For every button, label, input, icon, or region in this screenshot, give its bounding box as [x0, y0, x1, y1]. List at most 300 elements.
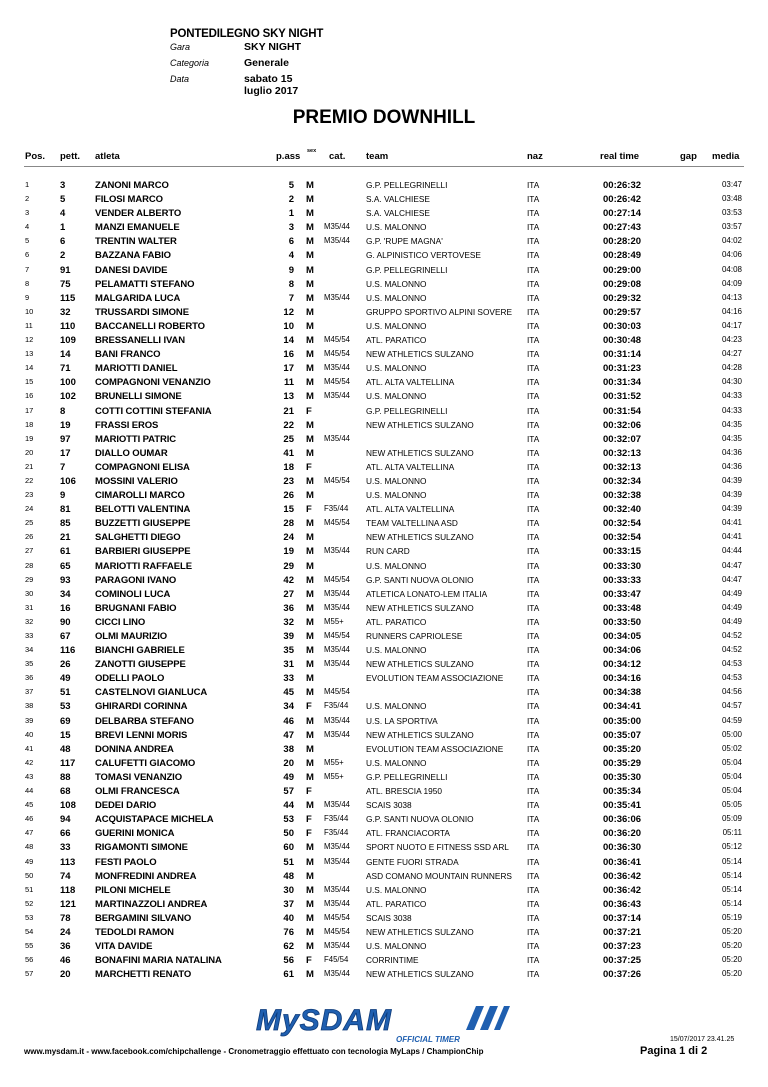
cell-media: 04:49 [721, 588, 742, 598]
cell-pass: 15 [283, 504, 294, 516]
table-row [0, 335, 768, 349]
cell-nation: ITA [527, 391, 540, 402]
cell-team: ATL. PARATICO [366, 898, 427, 909]
cell-pos: 11 [25, 320, 33, 330]
cell-athlete-name: BUZZETTI GIUSEPPE [95, 518, 191, 530]
cell-pett: 48 [60, 743, 71, 755]
col-sex: sex [307, 148, 317, 154]
table-row [0, 955, 768, 969]
cell-pass: 10 [283, 320, 294, 332]
cell-pos: 56 [25, 955, 34, 965]
cell-team: U.S. LA SPORTIVA [366, 715, 438, 726]
cell-media: 05:20 [721, 926, 742, 936]
cell-pos: 6 [25, 250, 30, 260]
cell-real-time: 00:35:07 [603, 729, 642, 741]
cell-sex: M [306, 687, 314, 699]
cell-media: 04:49 [721, 602, 742, 612]
cell-pett: 9 [60, 490, 66, 502]
cell-pos: 18 [25, 419, 34, 429]
cell-real-time: 00:31:23 [603, 363, 642, 375]
cell-athlete-name: MARIOTTI RAFFAELE [95, 560, 192, 572]
cell-pos: 19 [25, 433, 34, 443]
cell-pos: 12 [25, 335, 34, 345]
table-row [0, 293, 768, 307]
cell-sex: M [306, 377, 314, 389]
cell-real-time: 00:27:14 [603, 208, 642, 220]
cell-pass: 1 [288, 208, 294, 220]
cell-real-time: 00:36:43 [603, 898, 642, 910]
table-row [0, 645, 768, 659]
cell-pass: 6 [288, 236, 294, 248]
cell-media: 04:53 [721, 659, 742, 669]
cell-athlete-name: BRUGNANI FABIO [95, 602, 177, 614]
col-pos: Pos. [25, 151, 46, 162]
header-divider [24, 166, 744, 167]
cell-pass: 27 [283, 588, 294, 600]
cell-media: 05:19 [721, 912, 742, 922]
table-row [0, 363, 768, 377]
cell-pett: 34 [60, 588, 71, 600]
meta-row-categoria [170, 58, 323, 72]
cell-pos: 52 [25, 898, 34, 908]
cell-pass: 35 [283, 645, 294, 657]
cell-pass: 33 [283, 673, 294, 685]
col-cat: cat. [329, 151, 346, 162]
cell-pass: 38 [283, 743, 294, 755]
cell-category: M35/44 [324, 645, 351, 655]
table-row [0, 617, 768, 631]
race-name: PONTEDILEGNO SKY NIGHT [170, 28, 324, 40]
cell-athlete-name: FRASSI EROS [95, 419, 159, 431]
cell-nation: ITA [527, 335, 540, 346]
cell-real-time: 00:33:30 [603, 560, 642, 572]
cell-real-time: 00:29:32 [603, 292, 642, 304]
table-row [0, 814, 768, 828]
cell-sex: M [306, 419, 314, 431]
cell-media: 05:04 [721, 757, 742, 767]
cell-team: EVOLUTION TEAM ASSOCIAZIONE [366, 673, 504, 684]
cell-real-time: 00:30:48 [603, 335, 642, 347]
cell-team: S.A. VALCHIESE [366, 194, 430, 205]
cell-team: ATL. ALTA VALTELLINA [366, 377, 455, 388]
cell-nation: ITA [527, 771, 540, 782]
cell-pos: 40 [25, 729, 34, 739]
cell-sex: M [306, 264, 314, 276]
cell-athlete-name: DEDEI DARIO [95, 800, 157, 812]
cell-nation: ITA [527, 546, 540, 557]
cell-team: G.P. SANTI NUOVA OLONIO [366, 814, 474, 825]
cell-media: 04:39 [721, 504, 742, 514]
cell-real-time: 00:30:03 [603, 320, 642, 332]
cell-sex: M [306, 616, 314, 628]
cell-real-time: 00:34:16 [603, 673, 642, 685]
table-row [0, 265, 768, 279]
cell-pass: 25 [283, 433, 294, 445]
cell-nation: ITA [527, 602, 540, 613]
cell-pos: 36 [25, 673, 34, 683]
cell-media: 04:13 [721, 292, 742, 302]
cell-pass: 12 [283, 306, 294, 318]
cell-pos: 28 [25, 560, 34, 570]
cell-pett: 5 [60, 194, 66, 206]
cell-nation: ITA [527, 306, 540, 317]
cell-athlete-name: BRESSANELLI IVAN [95, 335, 186, 347]
cell-real-time: 00:35:00 [603, 715, 642, 727]
cell-category: M45/54 [324, 377, 351, 387]
cell-pos: 23 [25, 490, 34, 500]
cell-nation: ITA [527, 194, 540, 205]
cell-athlete-name: MONFREDINI ANDREA [95, 870, 197, 882]
cell-sex: M [306, 870, 314, 882]
cell-real-time: 00:35:20 [603, 743, 642, 755]
cell-athlete-name: SALGHETTI DIEGO [95, 532, 181, 544]
cell-category: M35/44 [324, 941, 351, 951]
cell-team: U.S. MALONNO [366, 475, 427, 486]
cell-team: U.S. MALONNO [366, 701, 427, 712]
cell-category: M35/44 [324, 292, 351, 302]
table-row [0, 603, 768, 617]
table-row [0, 490, 768, 504]
cell-pass: 21 [283, 405, 294, 417]
cell-nation: ITA [527, 645, 540, 656]
cell-pos: 39 [25, 715, 34, 725]
cell-sex: M [306, 208, 314, 220]
cell-media: 03:57 [721, 222, 742, 232]
cell-nation: ITA [527, 208, 540, 219]
cell-real-time: 00:35:34 [603, 786, 642, 798]
print-timestamp: 15/07/2017 23.41.25 [670, 1036, 735, 1043]
cell-sex: M [306, 941, 314, 953]
cell-sex: F [306, 955, 312, 967]
cell-pass: 32 [283, 616, 294, 628]
cell-pett: 118 [60, 884, 76, 896]
cell-real-time: 00:36:42 [603, 884, 642, 896]
cell-pett: 74 [60, 870, 71, 882]
footer-links: www.mysdam.it - www.facebook.com/chipchallenge - Cronometraggio effettuato con tecnologia MyLaps / ChampionChip [24, 1047, 484, 1056]
cell-pos: 53 [25, 912, 34, 922]
cell-real-time: 00:32:54 [603, 532, 642, 544]
cell-pos: 45 [25, 800, 34, 810]
cell-pass: 40 [283, 912, 294, 924]
cell-pett: 81 [60, 504, 71, 516]
cell-pett: 121 [60, 898, 76, 910]
table-row [0, 871, 768, 885]
table-row [0, 772, 768, 786]
cell-nation: ITA [527, 870, 540, 881]
cell-sex: M [306, 912, 314, 924]
table-row [0, 518, 768, 532]
table-row [0, 716, 768, 730]
cell-category: M45/54 [324, 631, 351, 640]
cell-sex: M [306, 433, 314, 445]
cell-nation: ITA [527, 419, 540, 430]
cell-pett: 19 [60, 419, 71, 431]
cell-nation: ITA [527, 814, 540, 825]
table-row [0, 420, 768, 434]
cell-media: 04:57 [721, 701, 742, 711]
cell-category: M35/44 [324, 546, 351, 556]
cell-pass: 4 [288, 250, 294, 262]
cell-pett: 115 [60, 292, 76, 304]
cell-category: M35/44 [324, 969, 351, 979]
cell-pass: 13 [283, 391, 294, 403]
cell-pett: 15 [60, 729, 71, 741]
cell-media: 04:36 [721, 447, 742, 457]
cell-category: F35/44 [324, 814, 349, 824]
cell-pett: 6 [60, 236, 66, 248]
cell-pass: 41 [283, 447, 294, 459]
cell-nation: ITA [527, 786, 540, 797]
cell-pett: 67 [60, 631, 71, 642]
table-row [0, 913, 768, 927]
cell-athlete-name: MALGARIDA LUCA [95, 292, 181, 304]
cell-pett: 116 [60, 645, 76, 657]
cell-pass: 44 [283, 800, 294, 812]
cell-athlete-name: TRUSSARDI SIMONE [95, 306, 189, 318]
col-media: media [712, 151, 740, 162]
cell-team: ATL. BRESCIA 1950 [366, 786, 442, 797]
cell-media: 03:47 [721, 180, 742, 189]
cell-pos: 35 [25, 659, 34, 669]
cell-pass: 29 [283, 560, 294, 572]
table-row [0, 941, 768, 955]
cell-team: U.S. MALONNO [366, 278, 427, 289]
cell-nation: ITA [527, 701, 540, 712]
cell-category: M45/54 [324, 687, 351, 697]
cell-pos: 13 [25, 349, 34, 359]
cell-team: SCAIS 3038 [366, 800, 412, 811]
table-row [0, 659, 768, 673]
cell-pos: 54 [25, 926, 34, 936]
cell-pett: 51 [60, 687, 71, 699]
cell-team: SPORT NUOTO E FITNESS SSD ARL [366, 842, 509, 853]
cell-athlete-name: BERGAMINI SILVANO [95, 912, 192, 924]
cell-pett: 7 [60, 461, 66, 473]
cell-pett: 32 [60, 306, 71, 318]
cell-pass: 34 [283, 701, 294, 713]
cell-pett: 20 [60, 969, 71, 981]
cell-pass: 9 [288, 264, 294, 276]
cell-athlete-name: PARAGONI IVANO [95, 574, 177, 586]
cell-nation: ITA [527, 560, 540, 571]
cell-pos: 46 [25, 814, 34, 824]
table-row [0, 744, 768, 758]
cell-pos: 38 [25, 701, 34, 711]
cell-media: 04:44 [721, 546, 742, 556]
cell-media: 04:47 [721, 560, 742, 570]
cell-nation: ITA [527, 743, 540, 754]
cell-pett: 71 [60, 363, 71, 375]
cell-pos: 26 [25, 532, 34, 542]
cell-sex: M [306, 546, 314, 558]
cell-pass: 49 [283, 771, 294, 783]
cell-athlete-name: DONINA ANDREA [95, 743, 174, 755]
cell-category: M35/44 [324, 884, 351, 894]
meta-value: SKY NIGHT [244, 41, 301, 53]
cell-sex: M [306, 898, 314, 910]
cell-team: G.P. PELLEGRINELLI [366, 264, 448, 275]
cell-real-time: 00:36:30 [603, 842, 642, 854]
cell-real-time: 00:32:40 [603, 504, 642, 516]
cell-media: 05:02 [721, 743, 742, 753]
table-row [0, 969, 768, 983]
cell-sex: M [306, 518, 314, 530]
table-row [0, 236, 768, 250]
cell-media: 04:30 [721, 377, 742, 387]
cell-pett: 53 [60, 701, 71, 713]
cell-category: M35/44 [324, 715, 351, 725]
cell-pett: 14 [60, 349, 71, 361]
cell-sex: M [306, 490, 314, 502]
cell-athlete-name: MOSSINI VALERIO [95, 475, 178, 487]
cell-pos: 33 [25, 631, 34, 640]
cell-real-time: 00:32:07 [603, 433, 642, 445]
cell-pass: 57 [283, 786, 294, 798]
table-row [0, 546, 768, 560]
cell-pett: 49 [60, 673, 71, 685]
cell-real-time: 00:37:21 [603, 926, 642, 938]
cell-team: S.A. VALCHIESE [366, 208, 430, 219]
page-title: PREMIO DOWNHILL [292, 107, 476, 128]
cell-sex: M [306, 320, 314, 332]
cell-media: 04:52 [721, 645, 742, 655]
cell-pass: 2 [288, 194, 294, 206]
cell-athlete-name: BELOTTI VALENTINA [95, 504, 191, 516]
cell-category: M35/44 [324, 433, 351, 443]
cell-pass: 53 [283, 814, 294, 826]
cell-category: M35/44 [324, 898, 351, 908]
table-row [0, 377, 768, 391]
cell-real-time: 00:28:49 [603, 250, 642, 262]
cell-pett: 75 [60, 278, 71, 290]
cell-pos: 55 [25, 941, 34, 951]
page-number: Pagina 1 di 2 [640, 1045, 708, 1057]
cell-pos: 31 [25, 602, 34, 612]
cell-sex: M [306, 574, 314, 586]
cell-team: RUNNERS CAPRIOLESE [366, 631, 463, 641]
cell-pett: 108 [60, 800, 76, 812]
cell-media: 04:02 [721, 236, 742, 246]
cell-pass: 48 [283, 870, 294, 882]
cell-sex: M [306, 715, 314, 727]
cell-category: M55+ [324, 616, 344, 626]
table-row [0, 786, 768, 800]
cell-pass: 14 [283, 335, 294, 347]
cell-media: 04:33 [721, 391, 742, 401]
cell-pos: 50 [25, 870, 34, 880]
cell-sex: F [306, 405, 312, 417]
cell-nation: ITA [527, 250, 540, 261]
table-row [0, 687, 768, 701]
cell-athlete-name: CICCI LINO [95, 616, 146, 628]
cell-pos: 32 [25, 616, 34, 626]
col-real-time: real time [600, 151, 640, 162]
cell-media: 03:53 [721, 208, 742, 218]
cell-athlete-name: CIMAROLLI MARCO [95, 490, 185, 502]
cell-real-time: 00:36:42 [603, 870, 642, 882]
cell-team: U.S. MALONNO [366, 222, 427, 233]
cell-team: NEW ATHLETICS SULZANO [366, 447, 474, 458]
cell-real-time: 00:36:20 [603, 828, 642, 840]
cell-sex: M [306, 194, 314, 206]
cell-sex: M [306, 222, 314, 234]
chevron-stripes-icon [466, 1006, 510, 1030]
cell-pass: 11 [283, 377, 294, 389]
cell-real-time: 00:31:14 [603, 349, 642, 361]
cell-team: U.S. MALONNO [366, 645, 427, 656]
cell-nation: ITA [527, 433, 540, 444]
cell-sex: F [306, 504, 312, 516]
cell-team: G.P. PELLEGRINELLI [366, 405, 448, 416]
cell-sex: M [306, 757, 314, 769]
cell-category: M35/44 [324, 363, 351, 373]
cell-pass: 23 [283, 475, 294, 487]
cell-pett: 106 [60, 475, 76, 487]
cell-athlete-name: PILONI MICHELE [95, 884, 171, 896]
cell-real-time: 00:35:30 [603, 771, 642, 783]
cell-pett: 93 [60, 574, 71, 586]
cell-nation: ITA [527, 926, 540, 937]
cell-real-time: 00:35:29 [603, 757, 642, 769]
column-header-row [0, 146, 768, 164]
cell-nation: ITA [527, 447, 540, 458]
cell-pos: 20 [25, 447, 34, 457]
cell-athlete-name: GHIRARDI CORINNA [95, 701, 188, 713]
cell-real-time: 00:33:48 [603, 602, 642, 614]
table-row [0, 532, 768, 546]
cell-pass: 5 [288, 180, 294, 191]
cell-real-time: 00:32:34 [603, 475, 642, 487]
cell-media: 05:12 [721, 842, 742, 852]
cell-sex: F [306, 814, 312, 826]
cell-nation: ITA [527, 532, 540, 543]
cell-team: ASD COMANO MOUNTAIN RUNNERS [366, 870, 512, 881]
cell-real-time: 00:31:34 [603, 377, 642, 389]
cell-media: 05:14 [721, 856, 742, 866]
cell-pos: 29 [25, 574, 34, 584]
cell-pett: 109 [60, 335, 76, 347]
cell-pett: 68 [60, 786, 71, 798]
cell-pett: 61 [60, 546, 71, 558]
table-row [0, 575, 768, 589]
cell-pass: 56 [283, 955, 294, 967]
cell-pos: 30 [25, 588, 34, 598]
cell-real-time: 00:32:54 [603, 518, 642, 530]
table-row [0, 349, 768, 363]
cell-sex: M [306, 447, 314, 459]
cell-nation: ITA [527, 236, 540, 247]
cell-team: NEW ATHLETICS SULZANO [366, 419, 474, 430]
cell-team: NEW ATHLETICS SULZANO [366, 349, 474, 360]
cell-team: CORRINTIME [366, 955, 419, 966]
cell-athlete-name: FESTI PAOLO [95, 856, 157, 868]
cell-nation: ITA [527, 969, 540, 980]
table-row [0, 222, 768, 236]
cell-sex: M [306, 335, 314, 347]
cell-team: ATL. PARATICO [366, 616, 427, 627]
cell-pett: 66 [60, 828, 71, 840]
cell-nation: ITA [527, 377, 540, 388]
cell-media: 04:27 [721, 349, 742, 359]
cell-team: ATL. FRANCIACORTA [366, 828, 450, 839]
cell-pos: 9 [25, 292, 30, 302]
cell-nation: ITA [527, 687, 540, 698]
cell-category: M45/54 [324, 349, 351, 359]
cell-real-time: 00:33:47 [603, 588, 642, 600]
col-atleta: atleta [95, 151, 120, 162]
cell-sex: M [306, 278, 314, 290]
cell-pett: 65 [60, 560, 71, 572]
